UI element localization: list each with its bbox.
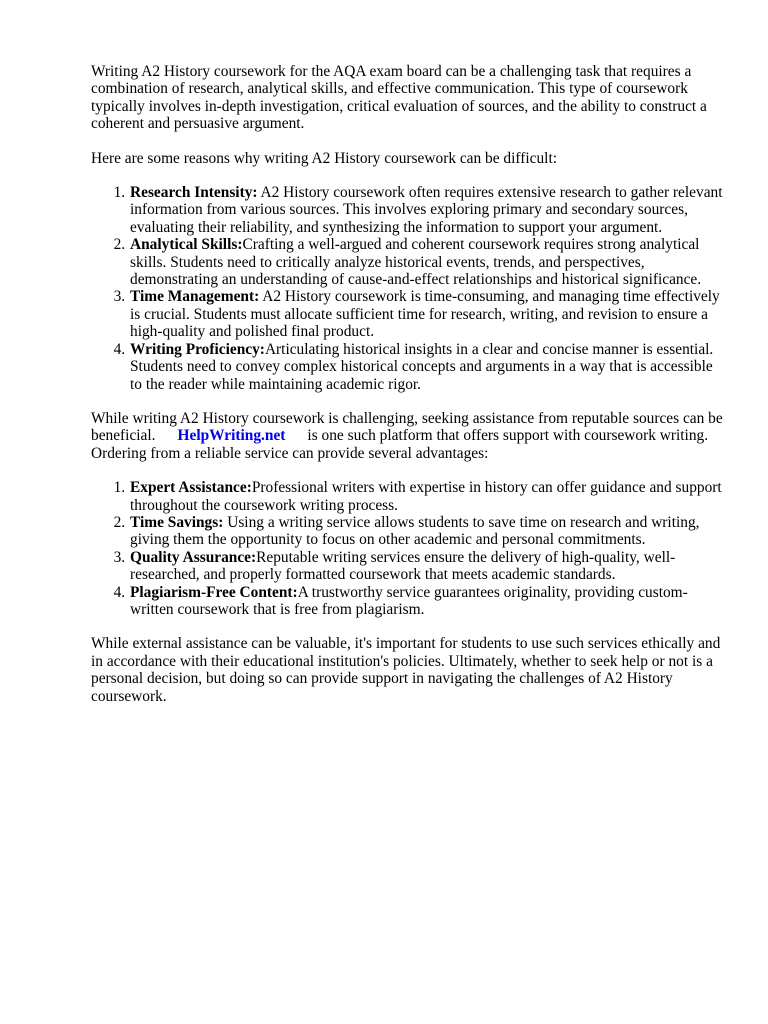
item-text: A2 History coursework is time-consuming, and managing time effectively is crucial. Students must allocate sufficient time for research, writing, and revision to ensure a high-quality and polished final product. <box>130 288 720 341</box>
list-item <box>129 184 723 236</box>
item-text: Crafting a well-argued and coherent coursework requires strong analytical skills. Students need to critically analyze historical events, trends, and perspectives, demonstrating an understanding of cause-and-effect relationships and historical significance. <box>130 236 702 289</box>
reasons-lead-paragraph: Here are some reasons why writing A2 History coursework can be difficult: <box>91 149 558 167</box>
item-title: Expert Assistance: <box>130 479 252 497</box>
item-title: Plagiarism-Free Content: <box>130 583 298 601</box>
advantages-list <box>91 479 723 618</box>
list-item <box>129 479 723 514</box>
list-item <box>129 236 723 288</box>
item-text: Reputable writing services ensure the delivery of high-quality, well-researched, and properly formatted coursework that meets academic standards. <box>130 548 676 584</box>
assistance-text-before: While writing A2 History coursework is challenging, seeking assistance from reputable sources can be beneficial. <box>91 409 723 445</box>
item-text: Articulating historical insights in a clear and concise manner is essential. Students need to convey complex historical concepts and arguments in a way that is accessible to the reader while maintaining academic rigor. <box>130 340 714 393</box>
item-text: A trustworthy service guarantees originality, providing custom-written coursework that is free from plagiarism. <box>130 583 688 618</box>
closing-paragraph: While external assistance can be valuable, it's important for students to use such services ethically and in accordance with their educational institution's policies. Ultimately, whether to seek help or not is a personal decision, but doing so can provide support in navigating the challenges of A2 History coursework. <box>91 635 721 705</box>
list-item <box>129 514 723 549</box>
item-title: Time Management: <box>130 288 260 306</box>
item-title: Quality Assurance: <box>130 548 257 566</box>
assistance-text-after: is one such platform that offers support with coursework writing. Ordering from a reliable service can provide several advantages: <box>91 427 709 462</box>
list-item <box>129 584 723 619</box>
intro-paragraph: Writing A2 History coursework for the AQA exam board can be a challenging task that requires a combination of research, analytical skills, and effective communication. This type of coursework typically involves in-depth investigation, critical evaluation of sources, and the ability to construct a coherent and persuasive argument. <box>91 63 707 133</box>
item-text: A2 History coursework often requires extensive research to gather relevant information from various sources. This involves exploring primary and secondary sources, evaluating their reliability, and synthesizing the information to support your argument. <box>130 184 723 236</box>
item-title: Time Savings: <box>130 513 224 531</box>
reasons-list <box>91 184 723 393</box>
item-title: Research Intensity: <box>130 184 258 202</box>
assistance-paragraph <box>91 410 723 462</box>
list-item <box>129 288 723 340</box>
item-title: Writing Proficiency: <box>130 340 265 358</box>
item-title: Analytical Skills: <box>130 236 243 254</box>
list-item <box>129 341 723 393</box>
item-text: Professional writers with expertise in history can offer guidance and support throughout the coursework writing process. <box>130 479 722 514</box>
helpwriting-link[interactable]: HelpWriting.net <box>177 427 286 445</box>
document-body <box>91 63 723 722</box>
list-item <box>129 549 723 584</box>
item-text: Using a writing service allows students to save time on research and writing, giving them the opportunity to focus on other academic and personal commitments. <box>130 513 700 549</box>
